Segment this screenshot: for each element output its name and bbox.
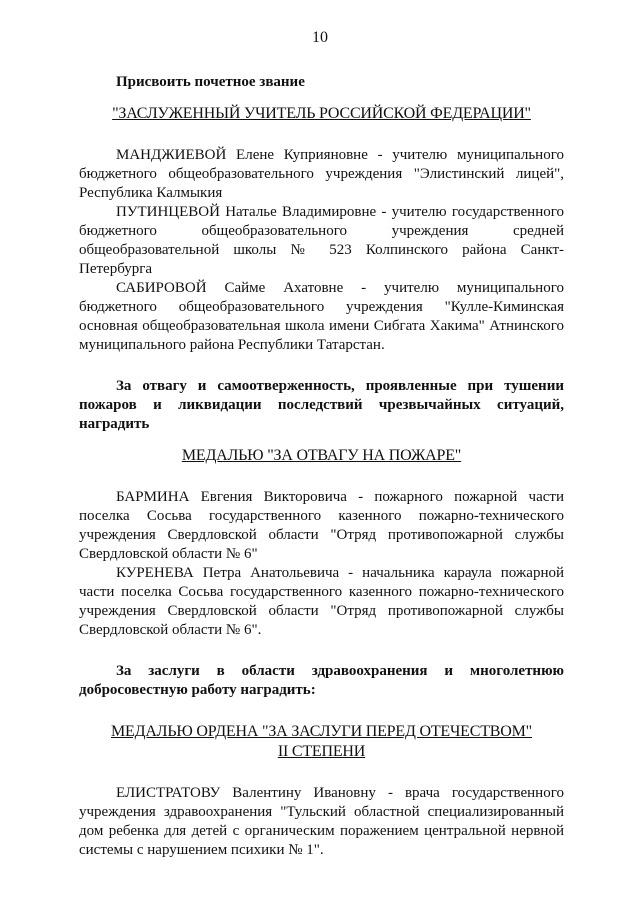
award-entry: ПУТИНЦЕВОЙ Наталье Владимировне - учителю государственного бюджетного общеобразовательного учреждения средней общеобразовательной школы № 523 Колпинского района Санкт-Петербурга	[79, 204, 564, 277]
award-title: МЕДАЛЬЮ "ЗА ОТВАГУ НА ПОЖАРЕ"	[181, 447, 462, 464]
award-title: "ЗАСЛУЖЕННЫЙ УЧИТЕЛЬ РОССИЙСКОЙ ФЕДЕРАЦИИ"	[112, 105, 531, 122]
award-entry: САБИРОВОЙ Сайме Ахатовне - учителю муниципального бюджетного общеобразовательного учреждения "Кулле-Киминская основная общеобразовательная школа имени Сибгата Хакима" Атнинского муниципального района Республики Татарстан.	[79, 280, 564, 353]
award-entry: БАРМИНА Евгения Викторовича - пожарного пожарной части поселка Сосьва государственного казенного пожарно-технического учреждения Свердловской области "Отряд противопожарной службы Свердловской области № 6"	[79, 489, 564, 562]
section-lead: За отвагу и самоотверженность, проявленные при тушении пожаров и ликвидации последствий чрезвычайных ситуаций, наградить	[79, 378, 564, 432]
page-number: 10	[312, 29, 328, 46]
award-entry: КУРЕНЕВА Петра Анатольевича - начальника караула пожарной части поселка Сосьва государственного казенного пожарно-технического учреждения Свердловской области "Отряд противопожарной службы Свердловской области № 6".	[79, 565, 564, 638]
document-body	[79, 73, 564, 860]
award-title-degree: II СТЕПЕНИ	[277, 743, 366, 760]
award-title: МЕДАЛЬЮ ОРДЕНА "ЗА ЗАСЛУГИ ПЕРЕД ОТЕЧЕСТВОМ"	[111, 723, 532, 740]
section-lead: Присвоить почетное звание	[116, 74, 305, 90]
section-lead: За заслуги в области здравоохранения и многолетнюю добросовестную работу наградить:	[79, 663, 564, 698]
award-entry: ЕЛИСТРАТОВУ Валентину Ивановну - врача государственного учреждения здравоохранения "Тульский областной специализированный дом ребенка для детей с органическим поражением центральной нервной системы с нарушением психики № 1".	[79, 785, 564, 858]
award-entry: МАНДЖИЕВОЙ Елене Куприяновне - учителю муниципального бюджетного общеобразовательного учреждения "Элистинский лицей", Республика Калмыкия	[79, 147, 564, 201]
